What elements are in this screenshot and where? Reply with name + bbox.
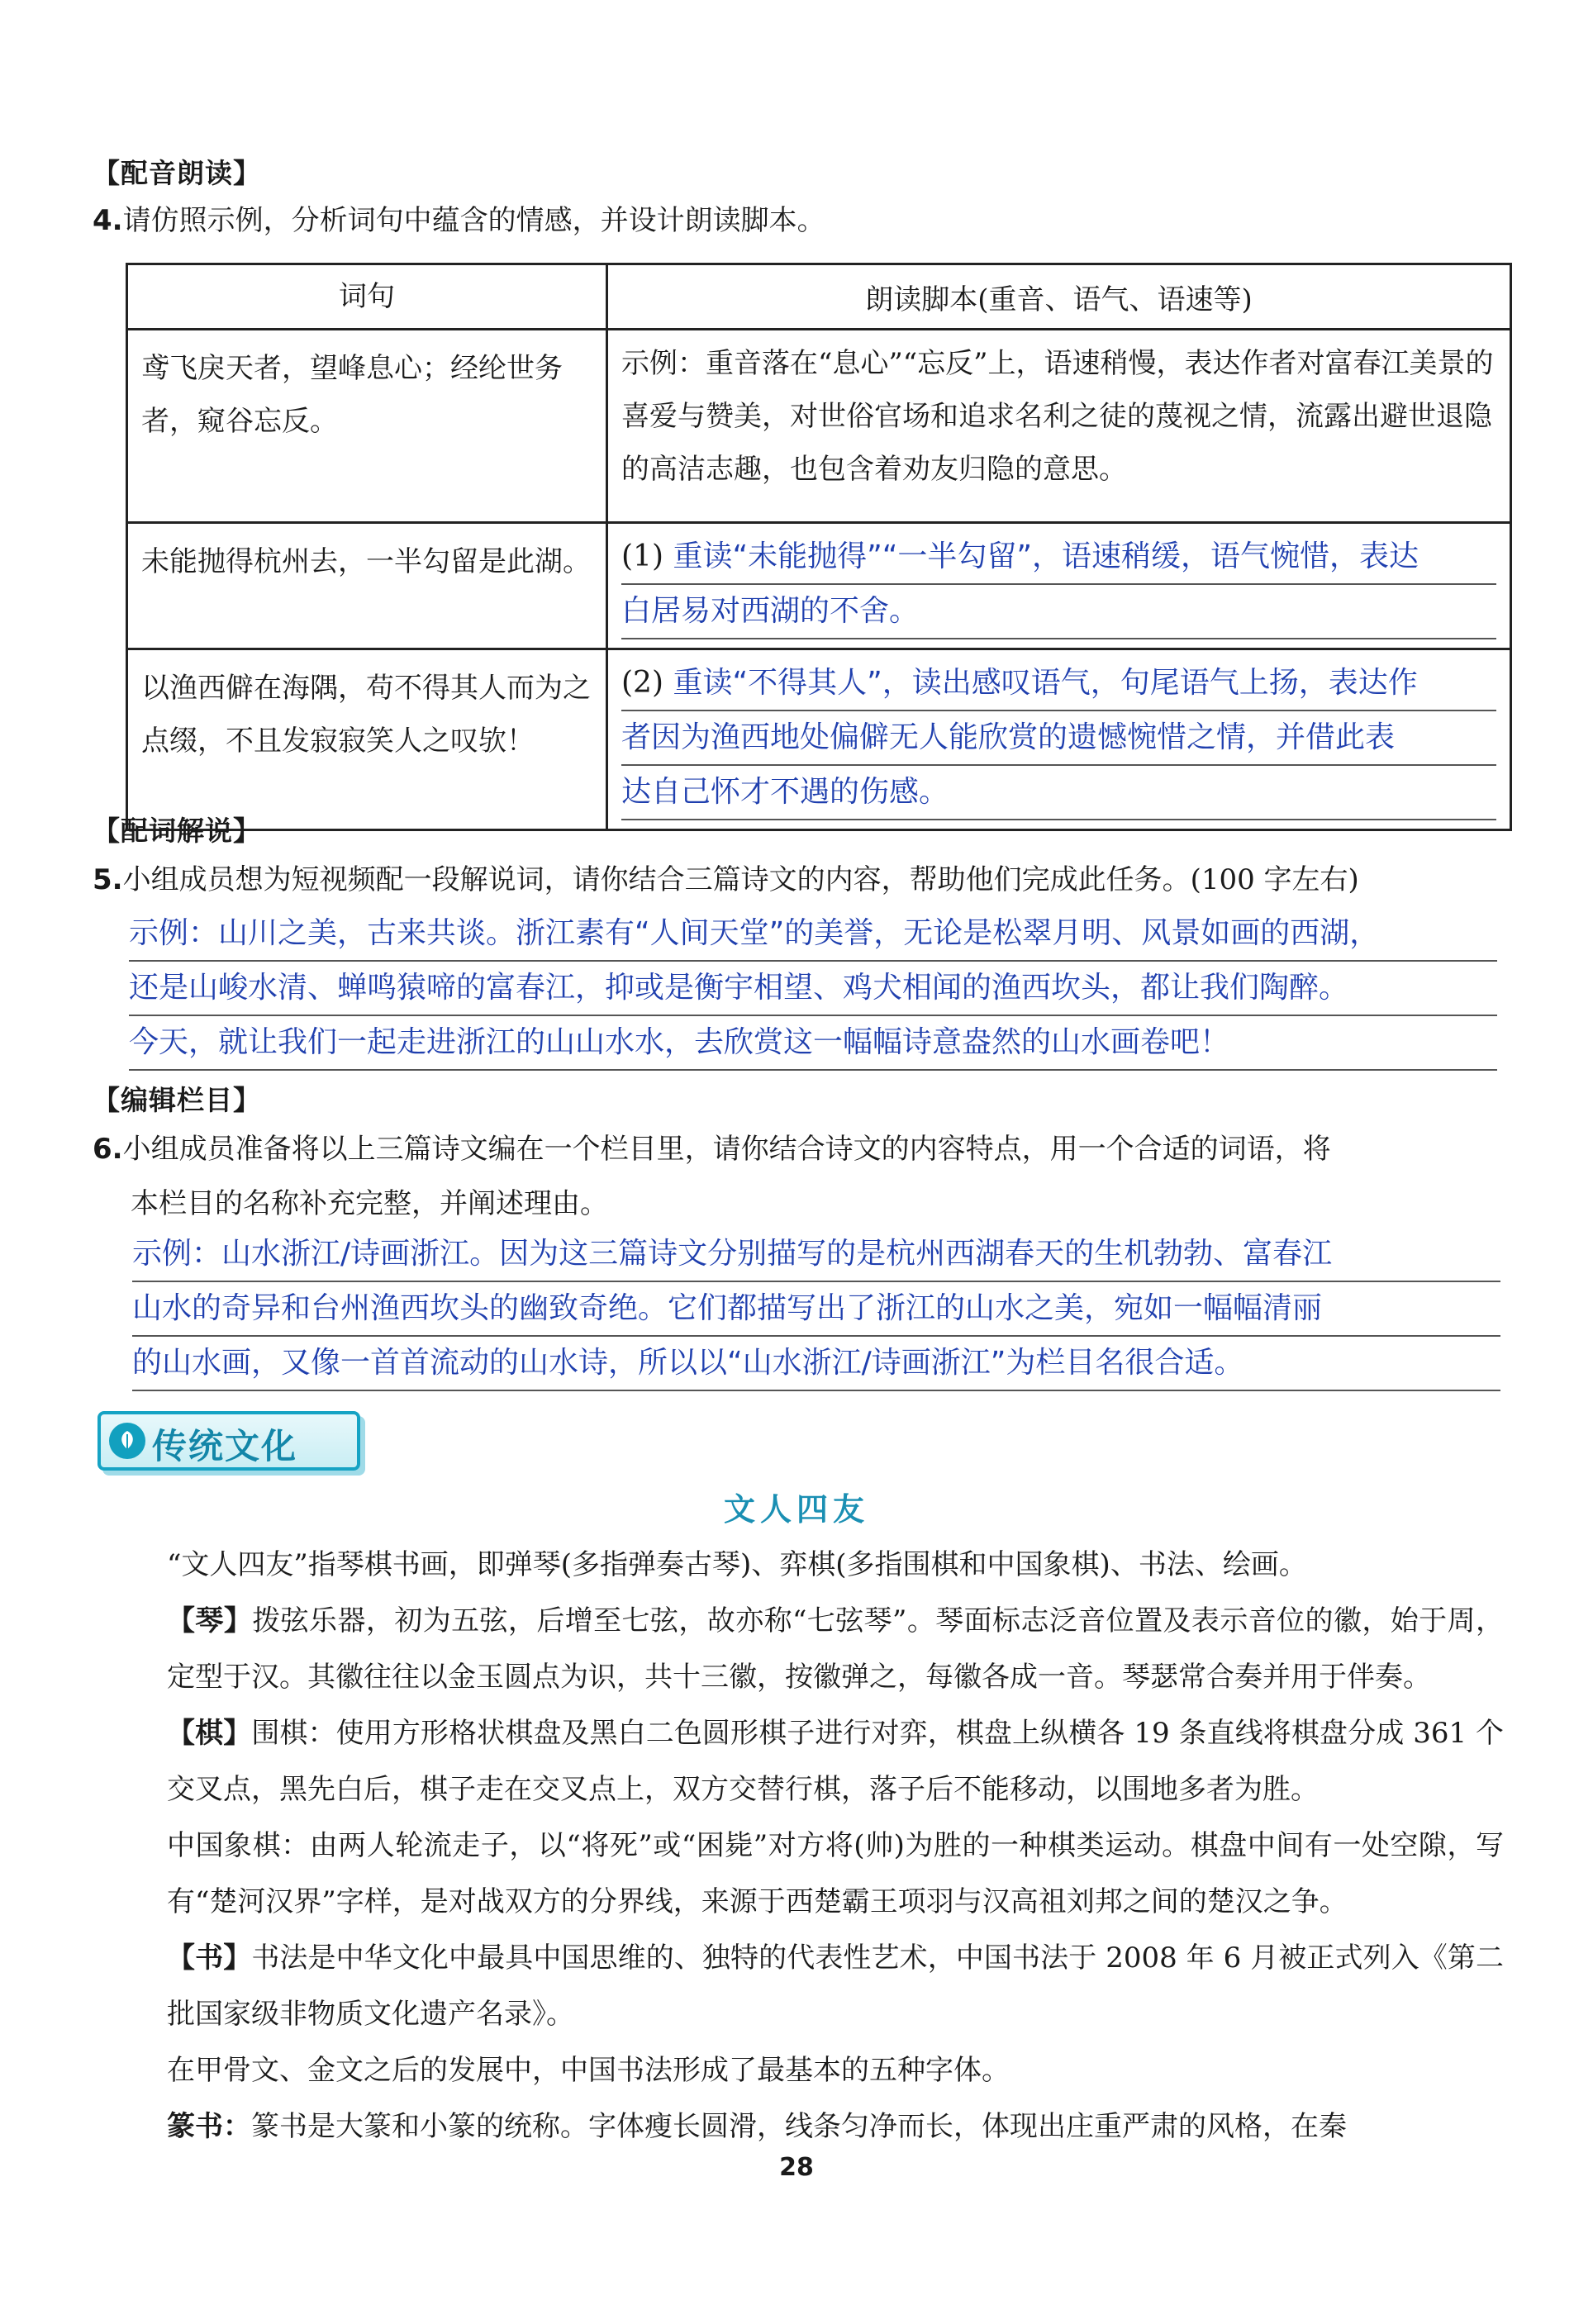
answer-area-q5[interactable] <box>129 907 1497 1071</box>
answer-text: 重读“未能抛得”“一半勾留”，语速稍缓，语气惋惜，表达 <box>673 539 1419 573</box>
answer-line: 白居易对西湖的不舍。 <box>621 585 1496 639</box>
paragraph <box>93 1593 1504 1705</box>
table-row <box>127 649 1511 830</box>
paragraph-text: 围棋：使用方形格状棋盘及黑白二色圆形棋子进行对弈，棋盘上纵横各 19 条直线将棋盘分成 361 个交叉点，黑先白后，棋子走在交叉点上，双方交替行棋，落子后不能移动，以围地多者为胜。 <box>167 1717 1505 1806</box>
answer-line <box>621 657 1496 711</box>
section-heading-column: 【编辑栏目】 <box>93 1084 261 1116</box>
question-5 <box>93 853 1510 907</box>
table-row <box>127 330 1511 523</box>
phrase-cell: 鸢飞戾天者，望峰息心；经纶世务者，窥谷忘反。 <box>127 330 607 523</box>
phrase-cell: 以渔西僻在海隅，苟不得其人而为之点缀，不且发寂寂笑人之叹欤！ <box>127 649 607 830</box>
paragraph-text: 拨弦乐器，初为五弦，后增至七弦，故亦称“七弦琴”。琴面标志泛音位置及表示音位的徽，始于周，定型于汉。其徽往往以金玉圆点为识，共十三徽，按徽弹之，每徽各成一音。琴瑟常合奏并用于伴奏。 <box>167 1604 1505 1694</box>
question-prompt-cont: 本栏目的名称补充完整，并阐述理由。 <box>131 1187 608 1220</box>
script-cell: 示例：重音落在“息心”“忘反”上，语速稍慢，表达作者对富春江美景的喜爱与赞美，对世俗官场和追求名利之徒的蔑视之情，流露出避世退隐的高洁志趣，也包含着劝友归隐的意思。 <box>607 330 1511 523</box>
paragraph <box>93 1930 1504 2042</box>
paragraph-text: 篆书是大篆和小篆的统称。字体瘦长圆滑，线条匀净而长，体现出庄重严肃的风格，在秦 <box>251 2110 1347 2143</box>
question-prompt: 请仿照示例，分析词句中蕴含的情感，并设计朗读脚本。 <box>122 204 825 237</box>
tag-qin: 【琴】 <box>167 1604 253 1637</box>
section-heading-commentary: 【配词解说】 <box>93 815 261 847</box>
answer-line: 的山水画，又像一首首流动的山水诗，所以以“山水浙江/诗画浙江”为栏目名很合适。 <box>132 1337 1500 1391</box>
tag-qi: 【棋】 <box>167 1717 252 1750</box>
question-4 <box>93 193 1510 248</box>
answer-area-q6[interactable] <box>132 1228 1500 1391</box>
item-number: (1) <box>621 539 663 573</box>
answer-line: 还是山峻水清、蝉鸣猿啼的富春江，抑或是衡宇相望、鸡犬相闻的渔西坎头，都让我们陶醉。 <box>129 962 1497 1016</box>
question-number: 5. <box>93 863 123 896</box>
answer-line: 达自己怀才不遇的伤感。 <box>621 766 1496 820</box>
section-heading-dub-reading: 【配音朗读】 <box>93 157 261 189</box>
column-header-phrase: 词句 <box>127 264 607 330</box>
answer-line: 山水的奇异和台州渔西坎头的幽致奇绝。它们都描写出了浙江的山水之美，宛如一幅幅清丽 <box>132 1282 1500 1337</box>
question-number: 6. <box>93 1133 123 1166</box>
answer-line: 示例：山水浙江/诗画浙江。因为这三篇诗文分别描写的是杭州西湖春天的生机勃勃、富春江 <box>132 1228 1500 1282</box>
table-header-row <box>127 264 1511 330</box>
question-6 <box>93 1122 1510 1231</box>
answer-text: 重读“不得其人”，读出感叹语气，句尾语气上扬，表达作 <box>673 666 1418 700</box>
answer-cell[interactable] <box>607 649 1511 830</box>
answer-line <box>621 530 1496 585</box>
leaf-icon <box>109 1423 145 1459</box>
answer-line: 者因为渔西地处偏僻无人能欣赏的遗憾惋惜之情，并借此表 <box>621 711 1496 766</box>
reading-script-table <box>126 263 1512 831</box>
paragraph: “文人四友”指琴棋书画，即弹琴(多指弹奏古琴)、弈棋(多指围棋和中国象棋)、书法、绘画。 <box>167 1548 1307 1581</box>
tag-zhuan: 篆书： <box>167 2110 251 2143</box>
item-number: (2) <box>621 666 663 700</box>
page-number: 28 <box>779 2153 814 2182</box>
paragraph <box>93 2098 1504 2155</box>
article-body <box>93 1537 1504 2155</box>
answer-cell[interactable] <box>607 523 1511 649</box>
question-prompt: 小组成员想为短视频配一段解说词，请你结合三篇诗文的内容，帮助他们完成此任务。(100 字左右) <box>122 863 1359 896</box>
table-row <box>127 523 1511 649</box>
answer-line: 示例：山川之美，古来共谈。浙江素有“人间天堂”的美誉，无论是松翠月明、风景如画的西湖， <box>129 907 1497 962</box>
paragraph <box>93 1705 1504 1818</box>
paragraph: 中国象棋：由两人轮流走子，以“将死”或“困毙”对方将(帅)为胜的一种棋类运动。棋盘中间有一处空隙，写有“楚河汉界”字样，是对战双方的分界线，来源于西楚霸王项羽与汉高祖刘邦之间的楚汉之争。 <box>167 1829 1504 1918</box>
column-header-script: 朗读脚本(重音、语气、语速等) <box>607 264 1511 330</box>
question-number: 4. <box>93 204 123 237</box>
traditional-culture-banner <box>97 1411 360 1471</box>
banner-title: 传统文化 <box>152 1426 298 1466</box>
paragraph: 在甲骨文、金文之后的发展中，中国书法形成了最基本的五种字体。 <box>167 2054 1010 2087</box>
question-prompt: 小组成员准备将以上三篇诗文编在一个栏目里，请你结合诗文的内容特点，用一个合适的词语，将 <box>122 1133 1331 1166</box>
phrase-cell: 未能抛得杭州去，一半勾留是此湖。 <box>127 523 607 649</box>
paragraph-text: 书法是中华文化中最具中国思维的、独特的代表性艺术，中国书法于 2008 年 6 月被正式列入《第二批国家级非物质文化遗产名录》。 <box>167 1941 1505 2031</box>
article-title: 文人四友 <box>723 1491 869 1528</box>
answer-line: 今天，就让我们一起走进浙江的山山水水，去欣赏这一幅幅诗意盎然的山水画卷吧！ <box>129 1016 1497 1071</box>
tag-shu: 【书】 <box>167 1941 252 1975</box>
